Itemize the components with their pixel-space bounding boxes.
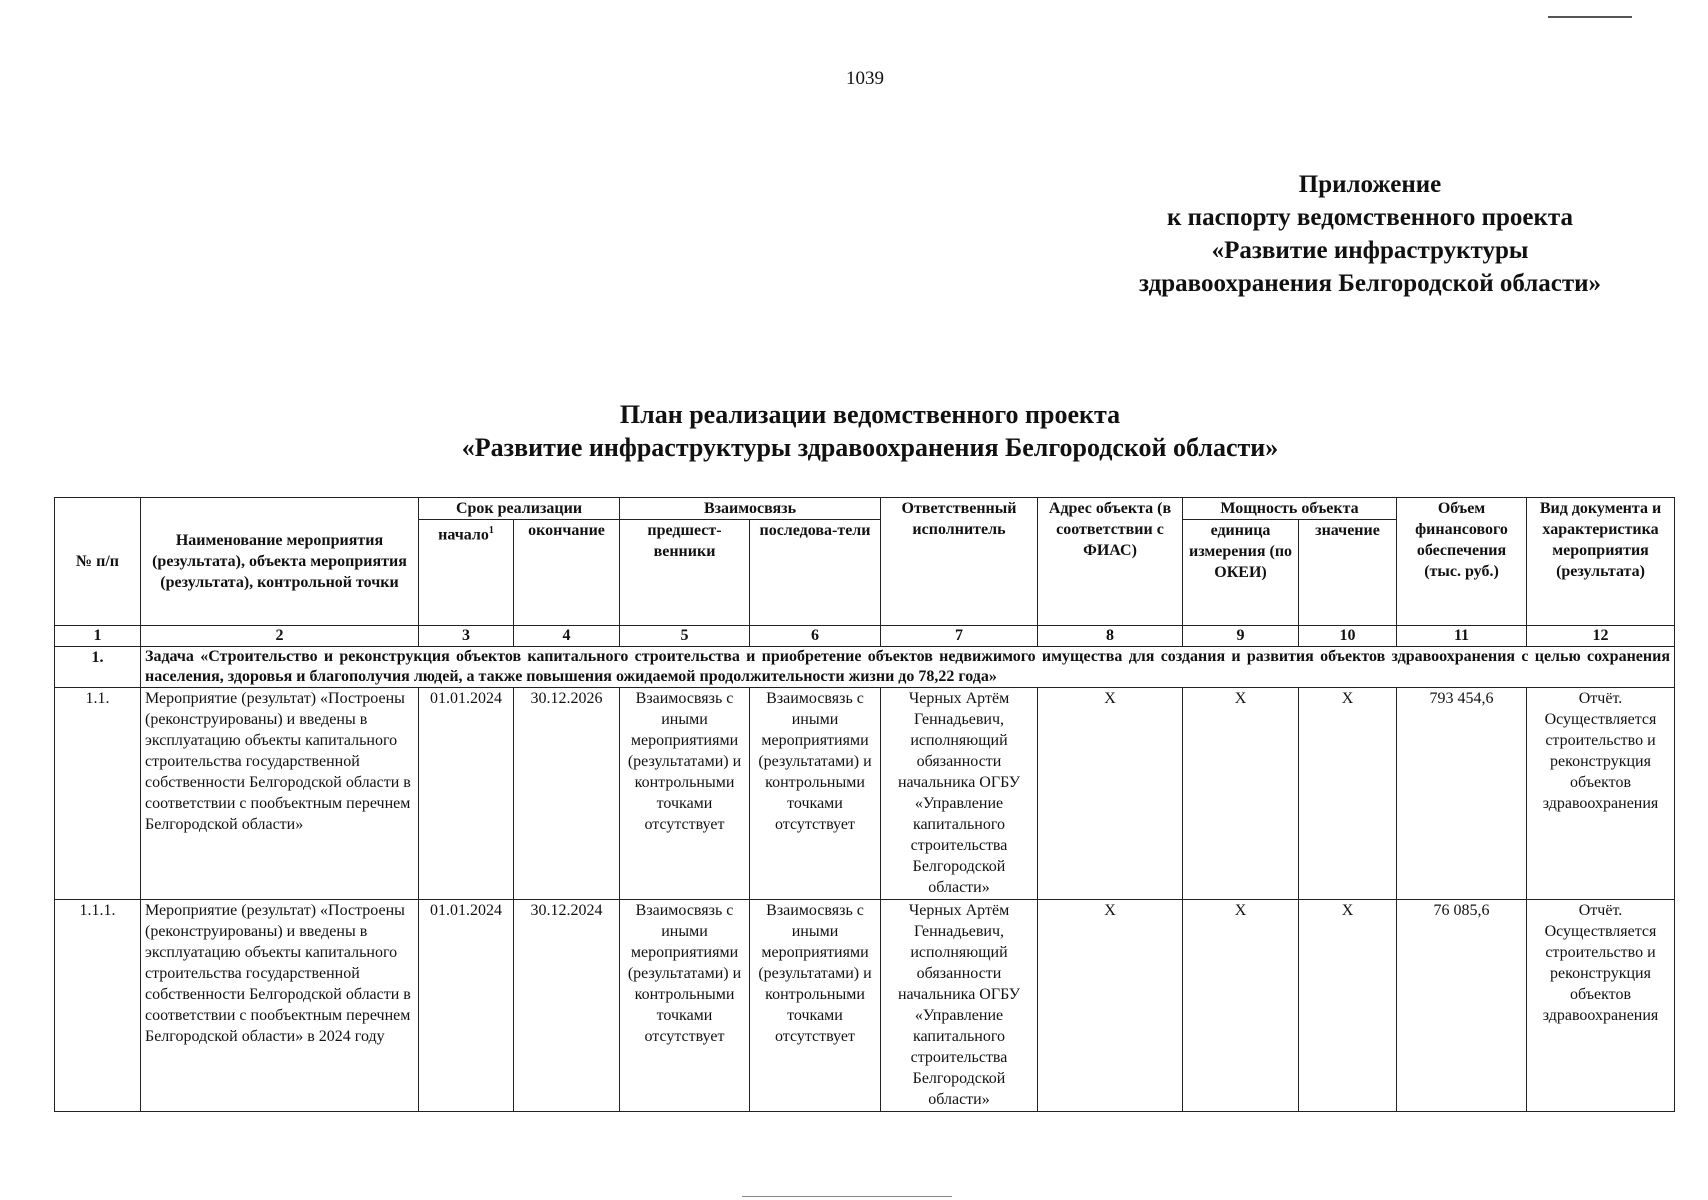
row-predecessors: Взаимосвязь с иными мероприятиями (результатами) и контрольными точками отсутствует (620, 900, 750, 1112)
plan-title-line-1: План реализации ведомственного проекта (619, 400, 1121, 429)
header-address: Адрес объекта (в соответствии с ФИАС) (1038, 498, 1183, 626)
appendix-line-4: здравоохранения Белгородской области» (1138, 270, 1602, 297)
column-number: 12 (1527, 626, 1675, 647)
header-start: начало$^1$ (419, 520, 514, 626)
plan-title (0, 398, 1708, 464)
row-successors: Взаимосвязь с иными мероприятиями (результатами) и контрольными точками отсутствует (750, 688, 881, 900)
header-num: № п/п (55, 498, 141, 626)
row-number: 1.1.1. (55, 900, 141, 1112)
row-value: Х (1299, 900, 1397, 1112)
row-successors: Взаимосвязь с иными мероприятиями (результатами) и контрольными точками отсутствует (750, 900, 881, 1112)
appendix-line-3: «Развитие инфраструктуры (1211, 237, 1529, 264)
header-relation: Взаимосвязь (620, 498, 881, 520)
row-unit: Х (1183, 900, 1299, 1112)
table-row (55, 688, 1675, 900)
header-doc: Вид документа и характеристика мероприятия (результата) (1527, 498, 1675, 626)
column-number: 6 (750, 626, 881, 647)
header-name: Наименование мероприятия (результата), объекта мероприятия (результата), контрольной точки (141, 498, 419, 626)
row-start: 01.01.2024 (419, 900, 514, 1112)
implementation-plan-table (54, 497, 1675, 1112)
row-finance: 76 085,6 (1397, 900, 1527, 1112)
column-number: 8 (1038, 626, 1183, 647)
scan-artifact-bottom (742, 1196, 952, 1197)
header-value: значение (1299, 520, 1397, 626)
column-number: 5 (620, 626, 750, 647)
footnote-marker: 1 (488, 525, 494, 536)
header-end: окончание (514, 520, 620, 626)
task-number: 1. (55, 647, 141, 688)
column-number: 1 (55, 626, 141, 647)
header-successors: последова-тели (750, 520, 881, 626)
row-responsible: Черных Артём Геннадьевич, исполняющий обязанности начальника ОГБУ «Управление капитального строительства Белгородской области» (881, 688, 1038, 900)
page-number: 1039 (846, 68, 884, 89)
row-unit: Х (1183, 688, 1299, 900)
scan-artifact-top-right (1548, 16, 1632, 18)
row-number: 1.1. (55, 688, 141, 900)
column-number: 7 (881, 626, 1038, 647)
column-number: 10 (1299, 626, 1397, 647)
row-predecessors: Взаимосвязь с иными мероприятиями (результатами) и контрольными точками отсутствует (620, 688, 750, 900)
header-term: Срок реализации (419, 498, 620, 520)
row-name: Мероприятие (результат) «Построены (реконструированы) и введены в эксплуатацию объекты капитального строительства государственной собственности Белгородской области в соответствии с пообъектным перечнем Белгородской области» (141, 688, 419, 900)
row-value: Х (1299, 688, 1397, 900)
appendix-heading (1060, 168, 1680, 300)
row-start: 01.01.2024 (419, 688, 514, 900)
row-name: Мероприятие (результат) «Построены (реконструированы) и введены в эксплуатацию объекты капитального строительства государственной собственности Белгородской области в соответствии с пообъектным перечнем Белгородской области» в 2024 году (141, 900, 419, 1112)
row-address: Х (1038, 900, 1183, 1112)
column-number: 11 (1397, 626, 1527, 647)
row-end: 30.12.2026 (514, 688, 620, 900)
header-predecessors: предшест-венники (620, 520, 750, 626)
column-number: 4 (514, 626, 620, 647)
row-address: Х (1038, 688, 1183, 900)
row-responsible: Черных Артём Геннадьевич, исполняющий обязанности начальника ОГБУ «Управление капитального строительства Белгородской области» (881, 900, 1038, 1112)
row-doc: Отчёт. Осуществляется строительство и реконструкция объектов здравоохранения (1527, 688, 1675, 900)
task-row (55, 647, 1675, 688)
header-capacity: Мощность объекта (1183, 498, 1397, 520)
appendix-line-1: Приложение (1298, 171, 1442, 198)
row-doc: Отчёт. Осуществляется строительство и реконструкция объектов здравоохранения (1527, 900, 1675, 1112)
header-responsible: Ответственный исполнитель (881, 498, 1038, 626)
task-text: Задача «Строительство и реконструкция объектов капитального строительства и приобретение объектов недвижимого имущества для создания и развития объектов здравоохранения с целью сохранения населения, здоровья и благополучия людей, а также повышения ожидаемой продолжительности жизни до 78,22 года» (141, 647, 1675, 688)
table-row (55, 900, 1675, 1112)
row-end: 30.12.2024 (514, 900, 620, 1112)
row-finance: 793 454,6 (1397, 688, 1527, 900)
appendix-line-2: к паспорту ведомственного проекта (1167, 204, 1573, 231)
header-finance: Объем финансового обеспечения (тыс. руб.) (1397, 498, 1527, 626)
plan-title-line-2: «Развитие инфраструктуры здравоохранения Белгородской области» (461, 433, 1279, 462)
column-number: 3 (419, 626, 514, 647)
column-number: 9 (1183, 626, 1299, 647)
header-unit: единица измерения (по ОКЕИ) (1183, 520, 1299, 626)
column-number: 2 (141, 626, 419, 647)
column-number-row (55, 626, 1675, 647)
